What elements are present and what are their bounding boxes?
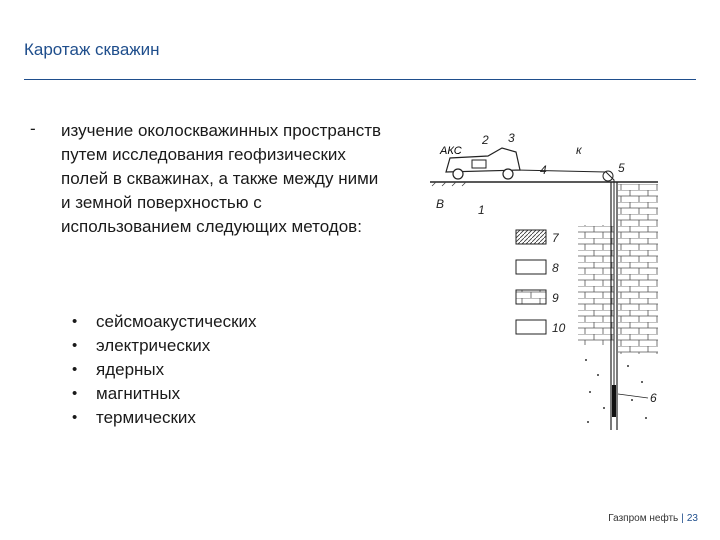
footer [608, 513, 698, 524]
method-label: термических [96, 408, 196, 427]
method-label: сейсмоакустических [96, 312, 257, 331]
rock-layer-left [578, 225, 614, 345]
bullet-dot: • [72, 337, 78, 354]
label-1: 1 [478, 203, 485, 217]
label-10: 10 [552, 321, 566, 335]
label-7: 7 [552, 231, 559, 245]
title-divider [24, 79, 696, 80]
methods-list [72, 310, 257, 430]
page-number: 23 [686, 513, 698, 524]
label-6: 6 [650, 391, 657, 405]
legend-box-10 [516, 320, 546, 334]
company-name: Газпром нефть [608, 513, 679, 524]
slide-title: Каротаж скважин [24, 40, 160, 59]
method-label: ядерных [96, 360, 165, 379]
method-label: электрических [96, 336, 211, 355]
dash-marker: - [30, 119, 36, 138]
footer-separator: | [681, 513, 684, 524]
list-item [72, 382, 257, 406]
legend-box-8 [516, 260, 546, 274]
label-b: В [436, 197, 445, 211]
label-5: 5 [618, 161, 625, 175]
list-item [72, 358, 257, 382]
list-item [72, 334, 257, 358]
pulley-wheel [603, 171, 613, 181]
label-3: 3 [508, 131, 515, 145]
label-2: 2 [482, 133, 489, 147]
bullet-dot: • [72, 313, 78, 330]
label-8: 8 [552, 261, 559, 275]
label-k: к [576, 143, 582, 157]
list-item [72, 406, 257, 430]
method-label: магнитных [96, 384, 181, 403]
probe-pointer [618, 394, 648, 398]
logging-probe [612, 385, 616, 417]
well-logging-diagram [428, 130, 658, 432]
intro-text: изучение околоскважинных пространств путем исследования геофизических полей в скважинах, а также между ними и земной поверхностью с использованием следующих методов: [61, 121, 382, 236]
legend-box-9 [516, 290, 546, 304]
list-item [72, 310, 257, 334]
bullet-dot: • [72, 409, 78, 426]
label-4: 4 [540, 163, 547, 177]
bullet-dot: • [72, 361, 78, 378]
bullet-dot: • [72, 385, 78, 402]
rock-layer-right [618, 184, 658, 354]
vehicle-label: АКС [440, 145, 462, 157]
legend-box-7 [516, 230, 546, 244]
label-9: 9 [552, 291, 559, 305]
